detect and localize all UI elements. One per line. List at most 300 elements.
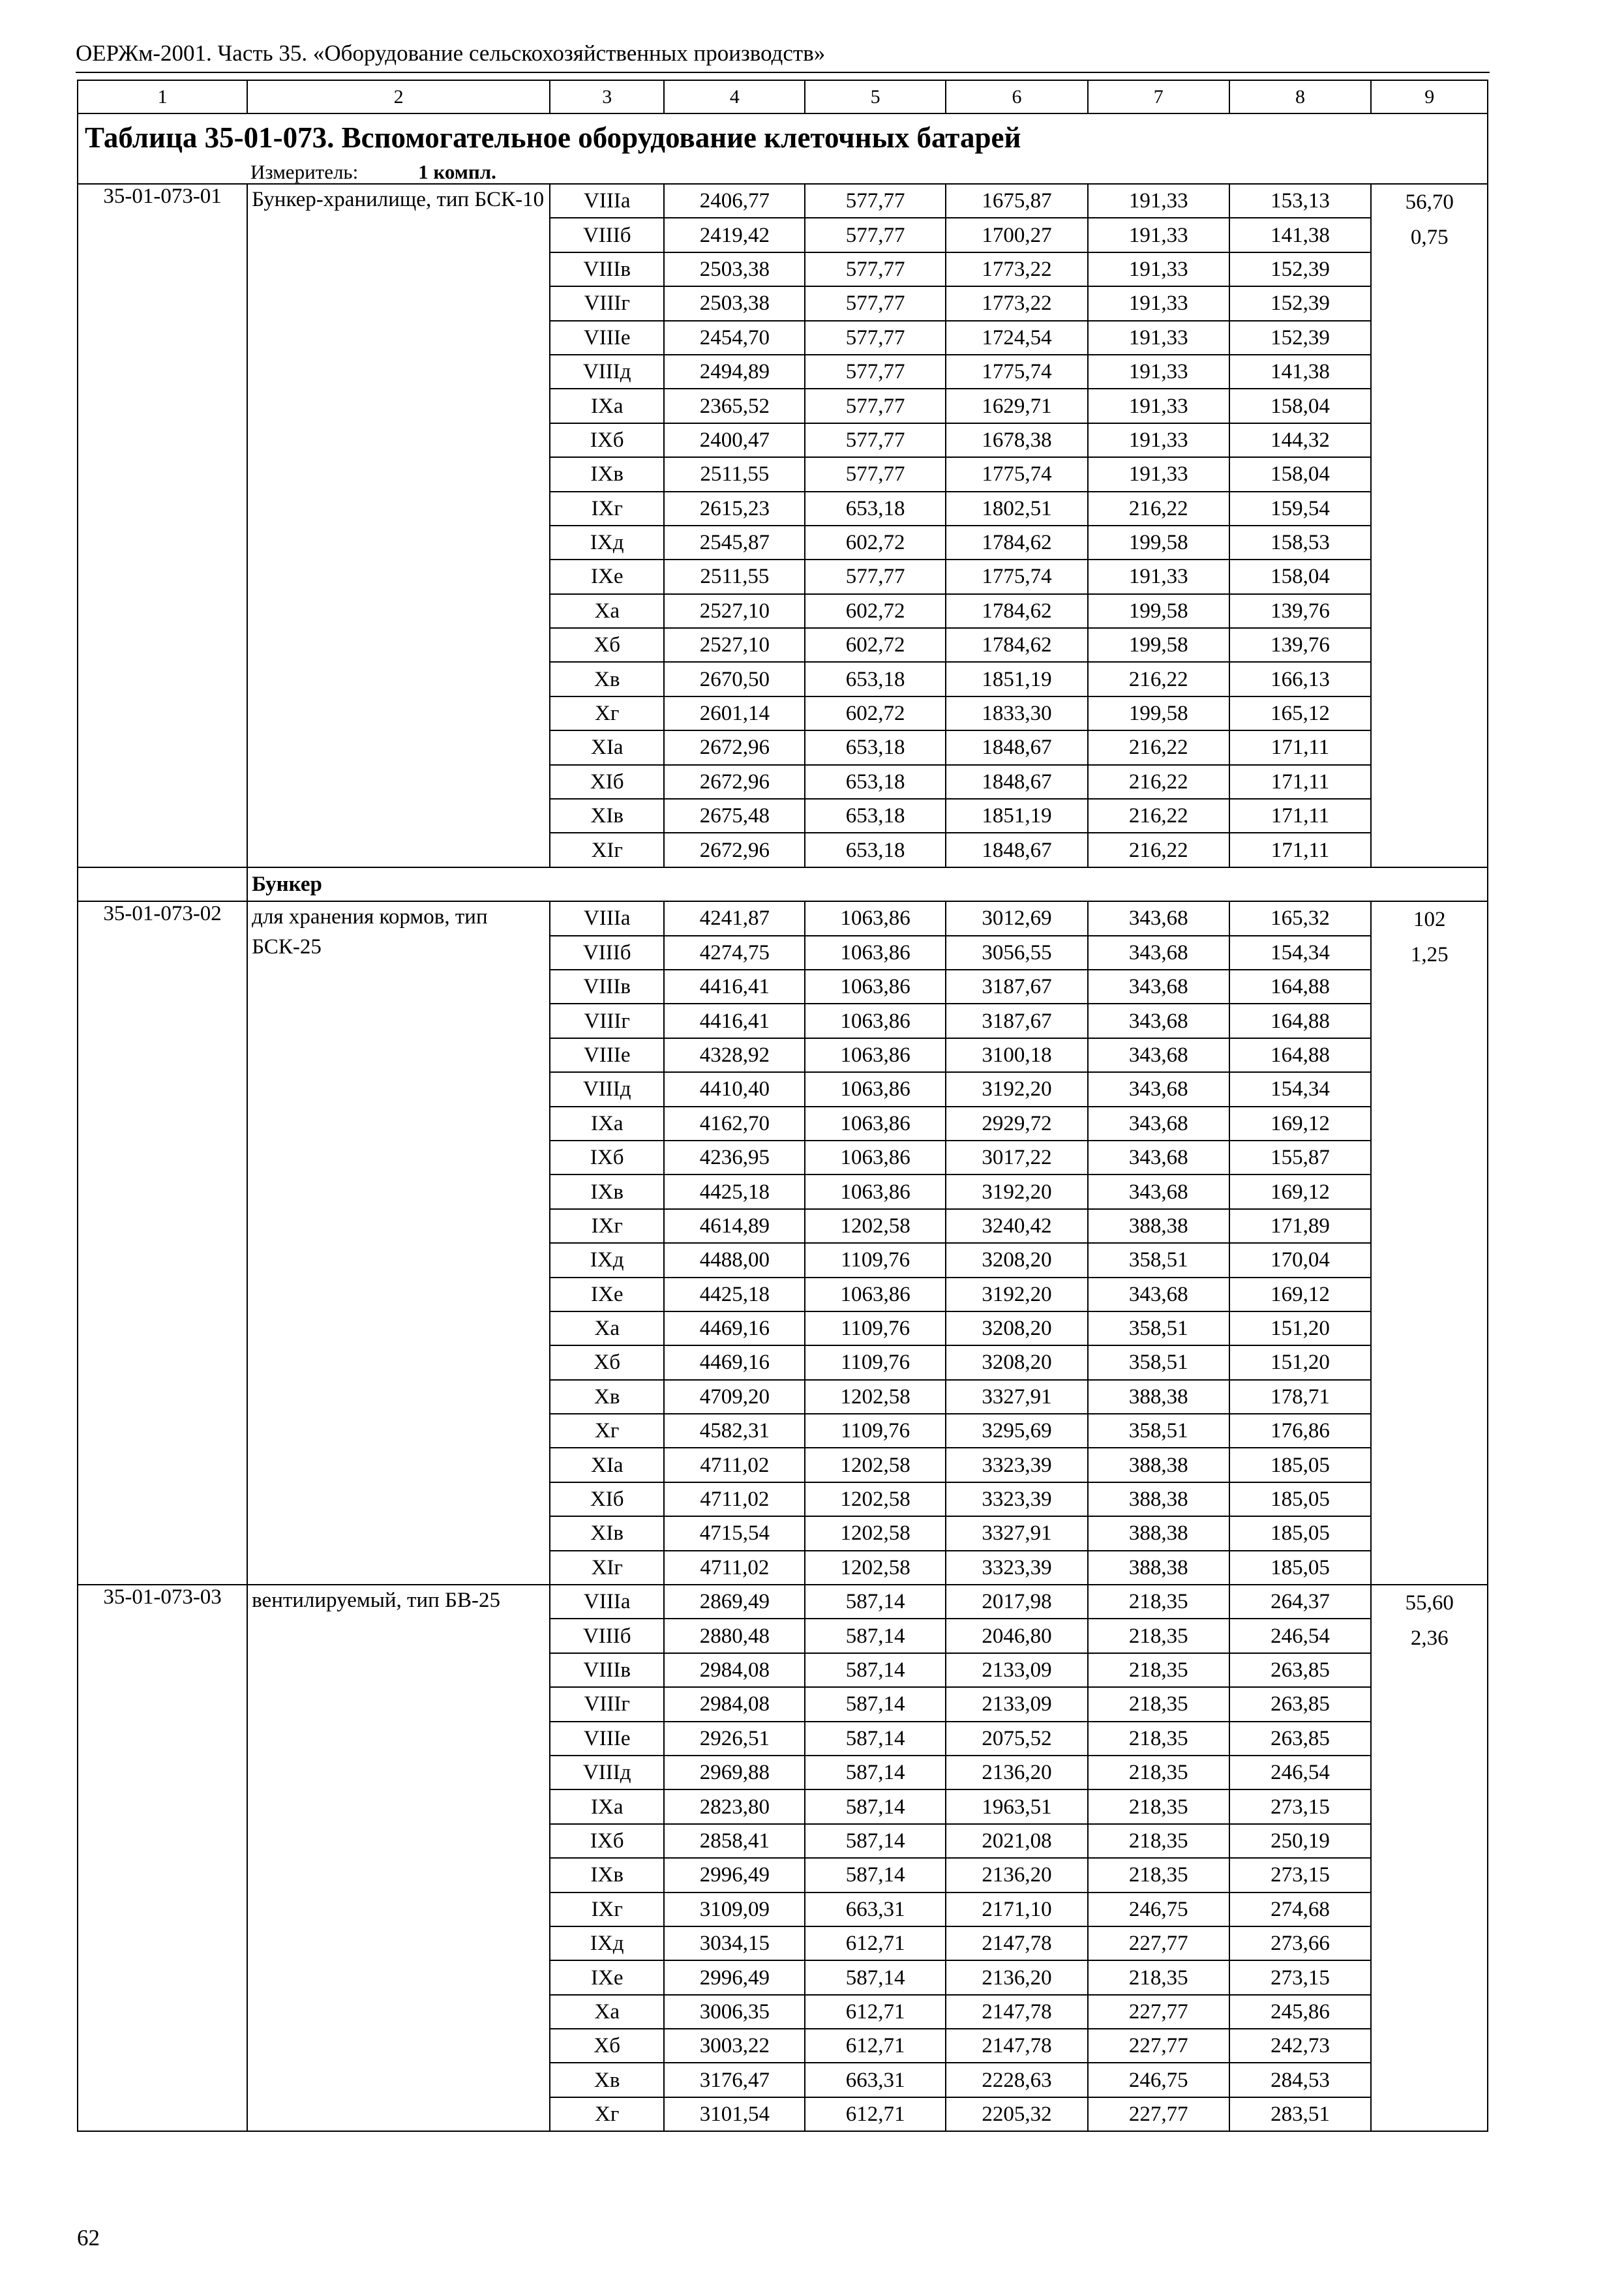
rate-value: 246,75 — [1088, 2063, 1229, 2097]
rate-value: 284,53 — [1229, 2063, 1372, 2097]
rate-value: 1773,22 — [946, 252, 1088, 286]
rate-value: 343,68 — [1088, 1278, 1229, 1311]
region-code: IXг — [550, 492, 664, 526]
rate-value: 263,85 — [1229, 1653, 1372, 1687]
rate-value: 1784,62 — [946, 594, 1088, 628]
rate-value: 577,77 — [805, 389, 946, 423]
rate-value: 3192,20 — [946, 1174, 1088, 1208]
rate-value: 218,35 — [1088, 1619, 1229, 1653]
rate-value: 343,68 — [1088, 1072, 1229, 1106]
rate-value: 587,14 — [805, 1960, 946, 1994]
region-code: Xг — [550, 2097, 664, 2131]
rate-value: 577,77 — [805, 252, 946, 286]
rate-value: 602,72 — [805, 628, 946, 662]
table-row — [78, 901, 1488, 935]
rate-value: 139,76 — [1229, 594, 1372, 628]
rate-value: 152,39 — [1229, 286, 1372, 320]
rate-value: 577,77 — [805, 355, 946, 389]
region-code: VIIIв — [550, 1653, 664, 1687]
rate-value: 4582,31 — [664, 1414, 805, 1448]
rate-value: 152,39 — [1229, 252, 1372, 286]
rate-value: 139,76 — [1229, 628, 1372, 662]
rate-value: 2984,08 — [664, 1687, 805, 1721]
rate-value: 653,18 — [805, 765, 946, 799]
resource-code: 35-01-073-03 — [78, 1585, 247, 2131]
rate-value: 2926,51 — [664, 1722, 805, 1756]
rate-value: 612,71 — [805, 2097, 946, 2131]
region-code: VIIIд — [550, 355, 664, 389]
rate-value: 4469,16 — [664, 1311, 805, 1345]
rate-value: 2406,77 — [664, 184, 805, 218]
column-number: 4 — [664, 80, 805, 113]
rate-value: 2545,87 — [664, 526, 805, 560]
rate-value: 4709,20 — [664, 1380, 805, 1414]
rate-value: 1109,76 — [805, 1243, 946, 1277]
rate-value: 218,35 — [1088, 1653, 1229, 1687]
rate-value: 2400,47 — [664, 423, 805, 457]
region-code: XIа — [550, 730, 664, 764]
rate-value: 246,54 — [1229, 1619, 1372, 1653]
region-code: VIIIе — [550, 1038, 664, 1072]
rate-value: 1848,67 — [946, 833, 1088, 867]
rate-value: 663,31 — [805, 1893, 946, 1926]
rate-value: 2823,80 — [664, 1789, 805, 1823]
unit-label: Измеритель: — [250, 161, 359, 183]
rate-value: 587,14 — [805, 1789, 946, 1823]
rate-value: 1724,54 — [946, 321, 1088, 355]
rates-table — [77, 80, 1488, 2132]
rate-value: 4614,89 — [664, 1209, 805, 1243]
rate-value: 4416,41 — [664, 970, 805, 1004]
rate-value: 273,15 — [1229, 1960, 1372, 1994]
rate-value: 171,11 — [1229, 765, 1372, 799]
rate-value: 3327,91 — [946, 1516, 1088, 1550]
region-code: VIIIе — [550, 321, 664, 355]
rate-value: 165,12 — [1229, 696, 1372, 730]
subsection-row — [78, 867, 1488, 901]
region-code: IXе — [550, 1960, 664, 1994]
rate-value: 165,32 — [1229, 901, 1372, 935]
rate-value: 263,85 — [1229, 1687, 1372, 1721]
region-code: Xг — [550, 696, 664, 730]
rate-value: 358,51 — [1088, 1311, 1229, 1345]
region-code: IXе — [550, 560, 664, 593]
rate-value: 3034,15 — [664, 1926, 805, 1960]
rate-value: 1063,86 — [805, 1004, 946, 1038]
rate-value: 283,51 — [1229, 2097, 1372, 2131]
rate-value: 3192,20 — [946, 1278, 1088, 1311]
rate-value: 653,18 — [805, 492, 946, 526]
rate-value: 218,35 — [1088, 1687, 1229, 1721]
rate-value: 216,22 — [1088, 730, 1229, 764]
rate-value: 141,38 — [1229, 355, 1372, 389]
rate-value: 273,66 — [1229, 1926, 1372, 1960]
rate-value: 587,14 — [805, 1653, 946, 1687]
unit-value: 1 компл. — [418, 161, 496, 183]
column-number: 3 — [550, 80, 664, 113]
rate-value: 3100,18 — [946, 1038, 1088, 1072]
header-divider — [76, 72, 1490, 73]
rate-value: 274,68 — [1229, 1893, 1372, 1926]
rate-value: 358,51 — [1088, 1414, 1229, 1448]
rate-value: 3240,42 — [946, 1209, 1088, 1243]
rate-value: 653,18 — [805, 799, 946, 833]
rate-value: 2672,96 — [664, 765, 805, 799]
column-9-value: 102 — [1413, 908, 1446, 932]
rate-value: 216,22 — [1088, 833, 1229, 867]
region-code: XIв — [550, 1516, 664, 1550]
column-number: 2 — [247, 80, 550, 113]
rate-value: 602,72 — [805, 696, 946, 730]
column-number: 5 — [805, 80, 946, 113]
rate-value: 2615,23 — [664, 492, 805, 526]
rate-value: 577,77 — [805, 321, 946, 355]
rate-value: 191,33 — [1088, 286, 1229, 320]
rate-value: 218,35 — [1088, 1756, 1229, 1789]
region-code: VIIIв — [550, 970, 664, 1004]
region-code: Xб — [550, 2029, 664, 2063]
rate-value: 273,15 — [1229, 1858, 1372, 1892]
rate-value: 164,88 — [1229, 1004, 1372, 1038]
rate-value: 2021,08 — [946, 1824, 1088, 1858]
rate-value: 1063,86 — [805, 1107, 946, 1141]
rate-value: 2503,38 — [664, 252, 805, 286]
rate-value: 343,68 — [1088, 1107, 1229, 1141]
rate-value: 1775,74 — [946, 457, 1088, 491]
region-code: Xв — [550, 2063, 664, 2097]
rate-value: 1202,58 — [805, 1551, 946, 1585]
rate-value: 2511,55 — [664, 457, 805, 491]
rate-value: 2419,42 — [664, 218, 805, 252]
rate-value: 191,33 — [1088, 321, 1229, 355]
rate-value: 171,89 — [1229, 1209, 1372, 1243]
rate-value: 2046,80 — [946, 1619, 1088, 1653]
rate-value: 343,68 — [1088, 970, 1229, 1004]
rate-value: 4488,00 — [664, 1243, 805, 1277]
rate-value: 577,77 — [805, 218, 946, 252]
rate-value: 3056,55 — [946, 936, 1088, 970]
rate-value: 2136,20 — [946, 1756, 1088, 1789]
column-number: 6 — [946, 80, 1088, 113]
rate-value: 152,39 — [1229, 321, 1372, 355]
rate-value: 587,14 — [805, 1756, 946, 1789]
rate-value: 158,04 — [1229, 457, 1372, 491]
rate-value: 2171,10 — [946, 1893, 1088, 1926]
rate-value: 2670,50 — [664, 662, 805, 696]
rate-value: 1202,58 — [805, 1448, 946, 1482]
rate-value: 4711,02 — [664, 1482, 805, 1516]
rate-value: 4236,95 — [664, 1141, 805, 1174]
table-row — [78, 184, 1488, 218]
region-code: IXб — [550, 1824, 664, 1858]
rate-value: 216,22 — [1088, 492, 1229, 526]
rate-value: 1700,27 — [946, 218, 1088, 252]
region-code: IXг — [550, 1893, 664, 1926]
rate-value: 1848,67 — [946, 730, 1088, 764]
rate-value: 1063,86 — [805, 1038, 946, 1072]
rate-value: 158,04 — [1229, 560, 1372, 593]
rate-value: 2147,78 — [946, 2029, 1088, 2063]
rate-value: 1833,30 — [946, 696, 1088, 730]
rate-value: 653,18 — [805, 833, 946, 867]
rate-value: 2136,20 — [946, 1858, 1088, 1892]
rate-value: 1784,62 — [946, 526, 1088, 560]
rate-value: 1629,71 — [946, 389, 1088, 423]
rate-value: 246,75 — [1088, 1893, 1229, 1926]
rate-value: 4469,16 — [664, 1345, 805, 1379]
column-number: 1 — [78, 80, 247, 113]
region-code: IXв — [550, 1174, 664, 1208]
rate-value: 587,14 — [805, 1619, 946, 1653]
rate-value: 612,71 — [805, 1995, 946, 2029]
rate-value: 1063,86 — [805, 1174, 946, 1208]
rate-value: 1848,67 — [946, 765, 1088, 799]
region-code: IXе — [550, 1278, 664, 1311]
region-code: VIIIг — [550, 1687, 664, 1721]
rate-value: 2527,10 — [664, 594, 805, 628]
rate-value: 577,77 — [805, 457, 946, 491]
rate-value: 191,33 — [1088, 389, 1229, 423]
rate-value: 3208,20 — [946, 1345, 1088, 1379]
rate-value: 343,68 — [1088, 1141, 1229, 1174]
subsection-blank — [78, 867, 247, 901]
rate-value: 199,58 — [1088, 526, 1229, 560]
rate-value: 1109,76 — [805, 1414, 946, 1448]
rate-value: 577,77 — [805, 423, 946, 457]
region-code: XIб — [550, 1482, 664, 1516]
rate-value: 191,33 — [1088, 252, 1229, 286]
region-code: Xв — [550, 1380, 664, 1414]
region-code: Xа — [550, 594, 664, 628]
region-code: Xа — [550, 1311, 664, 1345]
rate-value: 218,35 — [1088, 1858, 1229, 1892]
rate-value: 3176,47 — [664, 2063, 805, 2097]
rate-value: 2672,96 — [664, 730, 805, 764]
column-number: 8 — [1229, 80, 1372, 113]
page-header-title: ОЕРЖм-2001. Часть 35. «Оборудование сельскохозяйственных производств» — [76, 40, 826, 66]
rate-value: 169,12 — [1229, 1278, 1372, 1311]
rate-value: 250,19 — [1229, 1824, 1372, 1858]
rate-value: 2133,09 — [946, 1687, 1088, 1721]
rate-value: 2147,78 — [946, 1995, 1088, 2029]
rate-value: 169,12 — [1229, 1107, 1372, 1141]
region-code: XIб — [550, 765, 664, 799]
region-code: VIIIб — [550, 218, 664, 252]
rate-value: 218,35 — [1088, 1789, 1229, 1823]
rate-value: 185,05 — [1229, 1482, 1372, 1516]
rate-value: 245,86 — [1229, 1995, 1372, 2029]
rate-value: 164,88 — [1229, 1038, 1372, 1072]
rate-value: 1851,19 — [946, 662, 1088, 696]
rate-value: 154,34 — [1229, 1072, 1372, 1106]
rate-value: 602,72 — [805, 526, 946, 560]
rate-value: 191,33 — [1088, 184, 1229, 218]
region-code: IXв — [550, 457, 664, 491]
rate-value: 587,14 — [805, 1687, 946, 1721]
rate-value: 158,53 — [1229, 526, 1372, 560]
column-9-values — [1371, 1585, 1488, 2131]
rate-value: 3006,35 — [664, 1995, 805, 2029]
rate-value: 1678,38 — [946, 423, 1088, 457]
rate-value: 151,20 — [1229, 1311, 1372, 1345]
rate-value: 2511,55 — [664, 560, 805, 593]
rate-value: 4162,70 — [664, 1107, 805, 1141]
rate-value: 1109,76 — [805, 1311, 946, 1345]
region-code: IXб — [550, 1141, 664, 1174]
rate-value: 218,35 — [1088, 1824, 1229, 1858]
rate-value: 227,77 — [1088, 1926, 1229, 1960]
table-title-row — [78, 113, 1488, 161]
region-code: IXа — [550, 1789, 664, 1823]
region-code: Xв — [550, 662, 664, 696]
rate-value: 185,05 — [1229, 1516, 1372, 1550]
rate-value: 4711,02 — [664, 1448, 805, 1482]
rate-value: 2527,10 — [664, 628, 805, 662]
column-number: 9 — [1371, 80, 1488, 113]
rate-value: 1202,58 — [805, 1209, 946, 1243]
rate-value: 151,20 — [1229, 1345, 1372, 1379]
region-code: VIIIд — [550, 1756, 664, 1789]
rate-value: 2454,70 — [664, 321, 805, 355]
rate-value: 3003,22 — [664, 2029, 805, 2063]
rate-value: 191,33 — [1088, 355, 1229, 389]
region-code: VIIIв — [550, 252, 664, 286]
rate-value: 388,38 — [1088, 1448, 1229, 1482]
rate-value: 2996,49 — [664, 1960, 805, 1994]
region-code: IXа — [550, 1107, 664, 1141]
rate-value: 2880,48 — [664, 1619, 805, 1653]
rate-value: 2996,49 — [664, 1858, 805, 1892]
rate-value: 1063,86 — [805, 1278, 946, 1311]
rate-value: 1851,19 — [946, 799, 1088, 833]
region-code: IXд — [550, 526, 664, 560]
rate-value: 577,77 — [805, 286, 946, 320]
rate-value: 1063,86 — [805, 901, 946, 935]
rate-value: 358,51 — [1088, 1345, 1229, 1379]
table-row — [78, 1585, 1488, 1619]
column-9-values — [1371, 901, 1488, 1585]
region-code: IXд — [550, 1243, 664, 1277]
rate-value: 263,85 — [1229, 1722, 1372, 1756]
rate-value: 2075,52 — [946, 1722, 1088, 1756]
region-code: IXд — [550, 1926, 664, 1960]
rate-value: 3187,67 — [946, 1004, 1088, 1038]
rate-value: 388,38 — [1088, 1516, 1229, 1550]
rate-value: 191,33 — [1088, 457, 1229, 491]
rate-value: 191,33 — [1088, 560, 1229, 593]
rate-value: 246,54 — [1229, 1756, 1372, 1789]
resource-code: 35-01-073-01 — [78, 184, 247, 867]
table-title: Таблица 35-01-073. Вспомогательное оборудование клеточных батарей — [78, 113, 1488, 161]
rate-value: 227,77 — [1088, 1995, 1229, 2029]
rate-value: 171,11 — [1229, 833, 1372, 867]
rate-value: 4711,02 — [664, 1551, 805, 1585]
region-code: IXб — [550, 423, 664, 457]
column-9-value: 1,25 — [1410, 943, 1449, 967]
resource-code: 35-01-073-02 — [78, 901, 247, 1585]
rate-value: 1773,22 — [946, 286, 1088, 320]
rate-value: 3208,20 — [946, 1243, 1088, 1277]
rate-value: 653,18 — [805, 730, 946, 764]
rate-value: 218,35 — [1088, 1960, 1229, 1994]
rate-value: 166,13 — [1229, 662, 1372, 696]
rate-value: 216,22 — [1088, 662, 1229, 696]
rate-value: 587,14 — [805, 1824, 946, 1858]
region-code: VIIIг — [550, 286, 664, 320]
rate-value: 2136,20 — [946, 1960, 1088, 1994]
rate-value: 343,68 — [1088, 1004, 1229, 1038]
region-code: XIг — [550, 1551, 664, 1585]
rate-value: 388,38 — [1088, 1209, 1229, 1243]
rate-value: 199,58 — [1088, 628, 1229, 662]
region-code: Xг — [550, 1414, 664, 1448]
rate-value: 4416,41 — [664, 1004, 805, 1038]
column-9-value: 55,60 — [1405, 1591, 1454, 1615]
rate-value: 3012,69 — [946, 901, 1088, 935]
resource-name: для хранения кормов, тип БСК-25 — [247, 901, 550, 1585]
rate-value: 587,14 — [805, 1858, 946, 1892]
rate-value: 164,88 — [1229, 970, 1372, 1004]
rate-value: 264,37 — [1229, 1585, 1372, 1619]
region-code: XIв — [550, 799, 664, 833]
rate-value: 1063,86 — [805, 936, 946, 970]
rate-value: 3017,22 — [946, 1141, 1088, 1174]
rate-value: 227,77 — [1088, 2097, 1229, 2131]
rate-value: 185,05 — [1229, 1551, 1372, 1585]
rate-value: 2984,08 — [664, 1653, 805, 1687]
rate-value: 343,68 — [1088, 1174, 1229, 1208]
rate-value: 159,54 — [1229, 492, 1372, 526]
rate-value: 612,71 — [805, 2029, 946, 2063]
rate-value: 4425,18 — [664, 1278, 805, 1311]
region-code: VIIIг — [550, 1004, 664, 1038]
unit-row — [78, 161, 1488, 184]
rate-value: 199,58 — [1088, 594, 1229, 628]
rate-value: 144,32 — [1229, 423, 1372, 457]
rate-value: 191,33 — [1088, 218, 1229, 252]
rate-value: 2675,48 — [664, 799, 805, 833]
rate-value: 3187,67 — [946, 970, 1088, 1004]
rate-value: 185,05 — [1229, 1448, 1372, 1482]
rate-value: 3327,91 — [946, 1380, 1088, 1414]
rate-value: 176,86 — [1229, 1414, 1372, 1448]
column-9-values — [1371, 184, 1488, 867]
rate-value: 141,38 — [1229, 218, 1372, 252]
rate-value: 4715,54 — [664, 1516, 805, 1550]
rate-value: 199,58 — [1088, 696, 1229, 730]
rate-value: 2601,14 — [664, 696, 805, 730]
rate-value: 3323,39 — [946, 1448, 1088, 1482]
rate-value: 663,31 — [805, 2063, 946, 2097]
rate-value: 3208,20 — [946, 1311, 1088, 1345]
region-code: Xа — [550, 1995, 664, 2029]
rate-value: 1063,86 — [805, 970, 946, 1004]
rate-value: 218,35 — [1088, 1722, 1229, 1756]
rate-value: 1775,74 — [946, 355, 1088, 389]
rate-value: 171,11 — [1229, 799, 1372, 833]
rate-value: 2228,63 — [946, 2063, 1088, 2097]
resource-name: Бункер-хранилище, тип БСК-10 — [247, 184, 550, 867]
page-number: 62 — [77, 2225, 100, 2251]
rate-value: 4274,75 — [664, 936, 805, 970]
rate-value: 3192,20 — [946, 1072, 1088, 1106]
rate-value: 2929,72 — [946, 1107, 1088, 1141]
region-code: VIIIб — [550, 1619, 664, 1653]
rate-value: 1202,58 — [805, 1516, 946, 1550]
rate-value: 1202,58 — [805, 1380, 946, 1414]
rate-value: 653,18 — [805, 662, 946, 696]
region-code: VIIIд — [550, 1072, 664, 1106]
